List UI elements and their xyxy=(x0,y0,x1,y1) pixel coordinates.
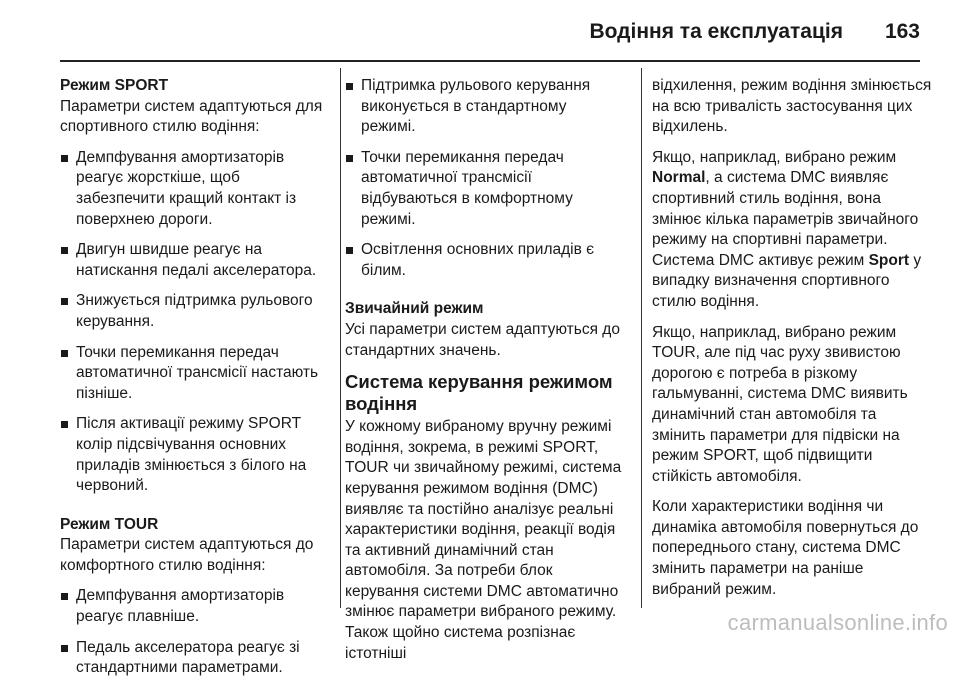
list-item: Демпфування амортизаторів реагує плавніше. xyxy=(60,586,332,627)
tour-mode-list-continued xyxy=(345,76,625,281)
page-number: 163 xyxy=(884,20,920,43)
normal-mode-text: Усі параметри систем адаптуються до стандартних значень. xyxy=(345,320,620,359)
list-item: Підтримка рульового керування виконується в стандартному режимі. xyxy=(345,76,625,138)
column-2 xyxy=(345,76,625,674)
sport-mode-list xyxy=(60,148,332,497)
paragraph-tour-example: Якщо, наприклад, вибрано режим TOUR, але під час руху звивистою дорогою є потреба в різкому гальмуванні, система DMC виявить динамічний стан автомобіля та змінить параметри для підвіски на режим SPORT, щоб підвищити стійкість автомобіля. xyxy=(652,323,908,485)
list-item: Точки перемикання передач автоматичної трансмісії настають пізніше. xyxy=(60,343,332,405)
list-item: Педаль акселератора реагує зі стандартними параметрами. xyxy=(60,638,332,679)
paragraph-return: Коли характеристики водіння чи динаміка автомобіля повернуться до попереднього стану, система DMC змінить параметри на раніше вибраний режим. xyxy=(652,498,919,598)
paragraph: відхилення, режим водіння змінюється на всю тривалість застосування цих відхилень. xyxy=(652,77,932,136)
normal-label: Normal xyxy=(652,169,706,187)
tour-mode-intro: Параметри систем адаптуються до комфортного стилю водіння: xyxy=(60,536,314,574)
dmc-heading: Система керування режимом водіння xyxy=(345,371,613,415)
dmc-text: У кожному вибраному вручну режимі водіння, зокрема, в режимі SPORT, TOUR чи звичайному режимі, система керування режимом водіння (DMC) виявляє та постійно аналізує реальні характеристики водіння, реакції водія та активний динамічний стан автомобіля. За потреби блок керування системи DMC автоматично змінює параметри вибраного режиму. Також щойно система розпізнає істотніші xyxy=(345,418,622,662)
list-item: Після активації режиму SPORT колір підсвічування основних приладів змінюється з білого на червоний. xyxy=(60,414,332,496)
list-item: Знижується підтримка рульового керування. xyxy=(60,291,332,332)
normal-mode-heading: Звичайний режим xyxy=(345,300,484,318)
tour-mode-list xyxy=(60,586,332,678)
list-item: Точки перемикання передач автоматичної трансмісії відбуваються в комфортному режимі. xyxy=(345,148,625,230)
paragraph-normal-example: Якщо, наприклад, вибрано режим Normal, а система DMC виявляє спортивний стиль водіння, вона змінює кілька параметрів звичайного режиму на спортивні параметри. Система DMC активує режим Sport у випадку визначення спортивного стилю водіння. xyxy=(652,148,922,310)
column-1 xyxy=(60,76,332,691)
column-divider-1 xyxy=(340,68,341,608)
tour-mode-heading: Режим TOUR xyxy=(60,515,159,533)
list-item: Освітлення основних приладів є білим. xyxy=(345,240,625,281)
column-divider-2 xyxy=(641,68,642,608)
sport-label: Sport xyxy=(868,251,910,269)
section-title: Водіння та експлуатація xyxy=(589,20,843,43)
page-header xyxy=(0,0,960,60)
list-item: Демпфування амортизаторів реагує жорсткіше, щоб забезпечити кращий контакт із поверхнею дороги. xyxy=(60,148,332,230)
sport-mode-heading: Режим SPORT xyxy=(60,77,169,94)
sport-mode-intro: Параметри систем адаптуються для спортивного стилю водіння: xyxy=(60,97,323,136)
column-3 xyxy=(652,76,932,610)
watermark: carmanualsonline.info xyxy=(727,610,948,635)
header-divider xyxy=(60,60,920,62)
list-item: Двигун швидше реагує на натискання педалі акселератора. xyxy=(60,240,332,281)
